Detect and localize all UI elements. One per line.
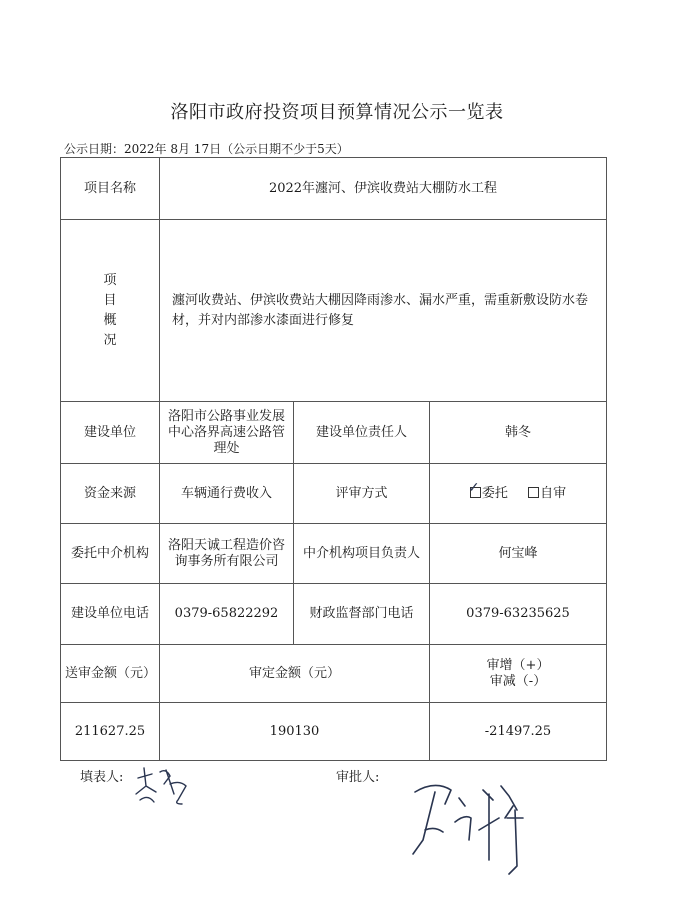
builder-phone-label: 建设单位电话: [61, 584, 160, 645]
change-increase-label: 审增（+）: [486, 657, 550, 673]
checkbox-checked-icon: ✓: [467, 479, 480, 496]
notice-date: 公示日期：2022年 8月 17日（公示日期不少于5天）: [64, 142, 349, 156]
project-name-label: 项目名称: [61, 158, 160, 220]
finance-phone: 0379-63235625: [430, 584, 607, 645]
change-label: [430, 645, 607, 703]
review-method-label: 评审方式: [294, 464, 430, 524]
budget-table: [60, 157, 607, 761]
fund-source: 车辆通行费收入: [160, 464, 294, 524]
table-row: [61, 524, 607, 584]
review-option-self: 自审: [528, 486, 566, 502]
approved-amount-label: 审定金额（元）: [160, 645, 430, 703]
table-row: [61, 158, 607, 220]
approver-label: 审批人:: [336, 770, 380, 785]
project-name: 2022年瀍河、伊滨收费站大棚防水工程: [160, 158, 607, 220]
overview-label: 项目概况: [103, 272, 117, 348]
fund-source-label: 资金来源: [61, 464, 160, 524]
change-amount: -21497.25: [430, 703, 607, 761]
builder-phone: 0379-65822292: [160, 584, 294, 645]
filler-signature: [130, 764, 194, 808]
table-row: [61, 703, 607, 761]
filler-label: 填表人:: [80, 770, 124, 785]
table-row: [61, 464, 607, 524]
review-method-options: [430, 464, 607, 524]
approved-amount: 190130: [160, 703, 430, 761]
table-row: [61, 645, 607, 703]
page-title: 洛阳市政府投资项目预算情况公示一览表: [170, 102, 504, 123]
project-overview: 瀍河收费站、伊滨收费站大棚因降雨渗水、漏水严重，需重新敷设防水卷材，并对内部渗水漆面进行修复: [160, 220, 607, 402]
review-option-entrust: ✓ 委托: [467, 479, 508, 501]
checkbox-empty-icon: [528, 487, 539, 498]
approver-signature: [405, 770, 545, 880]
submitted-amount-label: 送审金额（元）: [61, 645, 160, 703]
builder-head-label: 建设单位责任人: [294, 402, 430, 464]
builder-head: 韩冬: [430, 402, 607, 464]
change-decrease-label: 审减（-）: [489, 673, 547, 689]
agency-label: 委托中介机构: [61, 524, 160, 584]
submitted-amount: 211627.25: [61, 703, 160, 761]
agency-head: 何宝峰: [430, 524, 607, 584]
overview-label-cell: [61, 220, 160, 402]
agency-head-label: 中介机构项目负责人: [294, 524, 430, 584]
agency: 洛阳天诚工程造价咨询事务所有限公司: [160, 524, 294, 584]
builder-unit: 洛阳市公路事业发展中心洛界高速公路管理处: [160, 402, 294, 464]
table-row: [61, 402, 607, 464]
table-row: [61, 220, 607, 402]
finance-phone-label: 财政监督部门电话: [294, 584, 430, 645]
table-row: [61, 584, 607, 645]
builder-label: 建设单位: [61, 402, 160, 464]
